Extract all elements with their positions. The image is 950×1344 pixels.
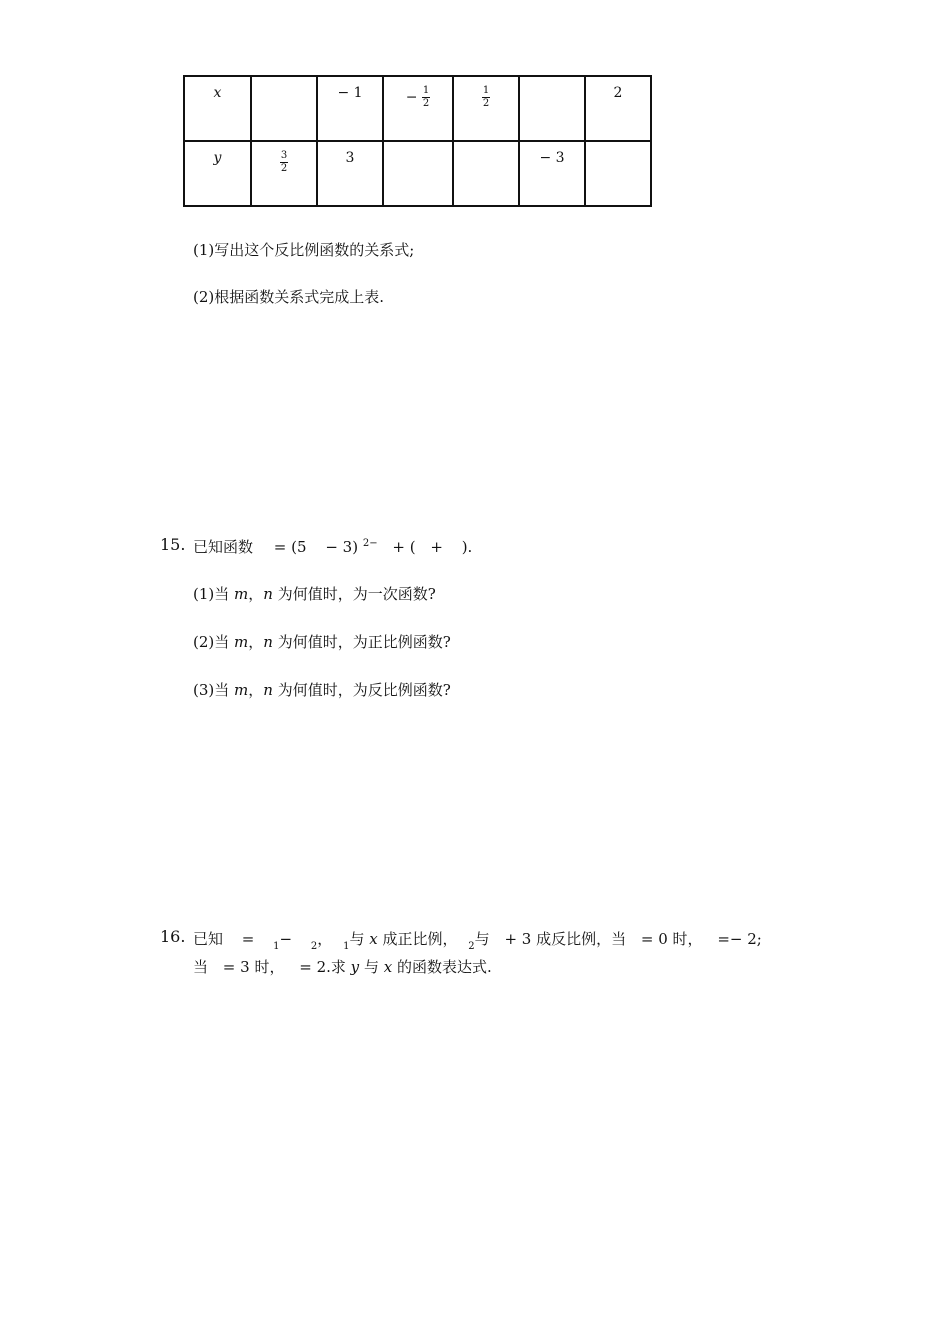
cell-value: 2 — [613, 85, 623, 101]
cell-value: 3 — [345, 150, 355, 166]
fraction-denominator: 2 — [422, 98, 430, 109]
fraction-denominator: 2 — [280, 163, 288, 174]
q15-part1-text: 为何值时，为一次函数? — [277, 585, 436, 603]
q16-math: − — [279, 930, 293, 948]
q16-text: 与 — [363, 958, 379, 976]
q16-subscript: 1 — [273, 941, 280, 952]
var-n: n — [263, 585, 273, 603]
q15-stem-math: = (5 — [273, 538, 307, 556]
y-label: y — [213, 150, 222, 166]
var-n: n — [263, 633, 273, 651]
q16-text: = 0 时， — [640, 930, 703, 948]
var-x: x — [383, 958, 393, 976]
q16-text: + 3 成反比例，当 — [504, 930, 627, 948]
q15-part2-text: 为何值时，为正比例函数? — [277, 633, 451, 651]
value-table — [183, 75, 652, 207]
table-cell — [453, 76, 519, 141]
q15-part3-text: (3)当 — [193, 681, 230, 699]
q15-part3-sep: ， — [248, 681, 264, 699]
table-cell — [251, 76, 317, 141]
q15-stem-text: 已知函数 — [193, 538, 254, 556]
q15-number: 15. — [160, 535, 186, 554]
q15-part1 — [193, 583, 436, 604]
cell-value: − 1 — [337, 85, 363, 101]
table-cell — [585, 141, 651, 206]
q15-part2-text: (2)当 — [193, 633, 230, 651]
table-row-y — [184, 141, 651, 206]
x-label: x — [213, 85, 222, 101]
q15-part1-text: (1)当 — [193, 585, 230, 603]
q16-subscript: 2 — [468, 941, 475, 952]
fraction — [482, 85, 490, 110]
q16-text: 与 — [349, 930, 365, 948]
q15-stem-math: ). — [461, 538, 473, 556]
q16-text: =− 2; — [717, 930, 762, 948]
q14-part2: (2)根据函数关系式完成上表. — [193, 288, 385, 306]
table-cell — [585, 76, 651, 141]
var-m: m — [234, 585, 249, 603]
q15-stem-exponent: 2− — [362, 538, 378, 549]
table-cell — [519, 76, 585, 141]
q16-text: = 2.求 — [299, 958, 346, 976]
q16-text: 当 — [193, 958, 209, 976]
q16-text: 的函数表达式. — [396, 958, 492, 976]
table-cell — [251, 141, 317, 206]
var-x: x — [369, 930, 378, 948]
q15-part1-sep: ， — [248, 585, 264, 603]
q16-text: 成正比例， — [382, 930, 458, 948]
fraction-numerator: 3 — [280, 150, 288, 161]
q15-part2-sep: ， — [248, 633, 264, 651]
table-header-x — [184, 76, 251, 141]
table-row-x — [184, 76, 651, 141]
fraction-numerator: 1 — [482, 85, 490, 96]
q16-line1 — [193, 928, 762, 952]
cell-sign: − — [405, 89, 418, 106]
table-cell — [317, 76, 383, 141]
q16-subscript: 2 — [310, 941, 318, 952]
fraction-denominator: 2 — [482, 98, 490, 109]
q16-line2 — [193, 956, 492, 977]
q15-part3 — [193, 679, 451, 700]
q15-stem — [193, 536, 472, 557]
fraction — [422, 85, 430, 110]
q16-text: = 3 时， — [222, 958, 285, 976]
q16-math: ， — [317, 930, 333, 948]
var-y: y — [350, 958, 360, 976]
table-cell — [383, 76, 453, 141]
cell-value: − 3 — [539, 150, 565, 166]
var-n: n — [263, 681, 273, 699]
q15-part3-text: 为何值时，为反比例函数? — [277, 681, 451, 699]
table-header-y — [184, 141, 251, 206]
q16-math: = — [241, 930, 255, 948]
table-cell — [317, 141, 383, 206]
q15-stem-math: + ( — [392, 538, 416, 556]
fraction — [280, 150, 288, 175]
q15-stem-math: − 3) — [325, 538, 359, 556]
fraction-numerator: 1 — [422, 85, 430, 96]
table-cell — [519, 141, 585, 206]
q16-subscript: 1 — [343, 941, 350, 952]
q16-number: 16. — [160, 927, 186, 946]
q16-text: 已知 — [193, 930, 224, 948]
table-cell — [453, 141, 519, 206]
q15-part2 — [193, 631, 451, 652]
table-cell — [383, 141, 453, 206]
q15-stem-math: + — [430, 538, 443, 556]
q14-part1: (1)写出这个反比例函数的关系式; — [193, 241, 415, 259]
var-m: m — [234, 681, 249, 699]
var-m: m — [234, 633, 249, 651]
q16-text: 与 — [474, 930, 490, 948]
